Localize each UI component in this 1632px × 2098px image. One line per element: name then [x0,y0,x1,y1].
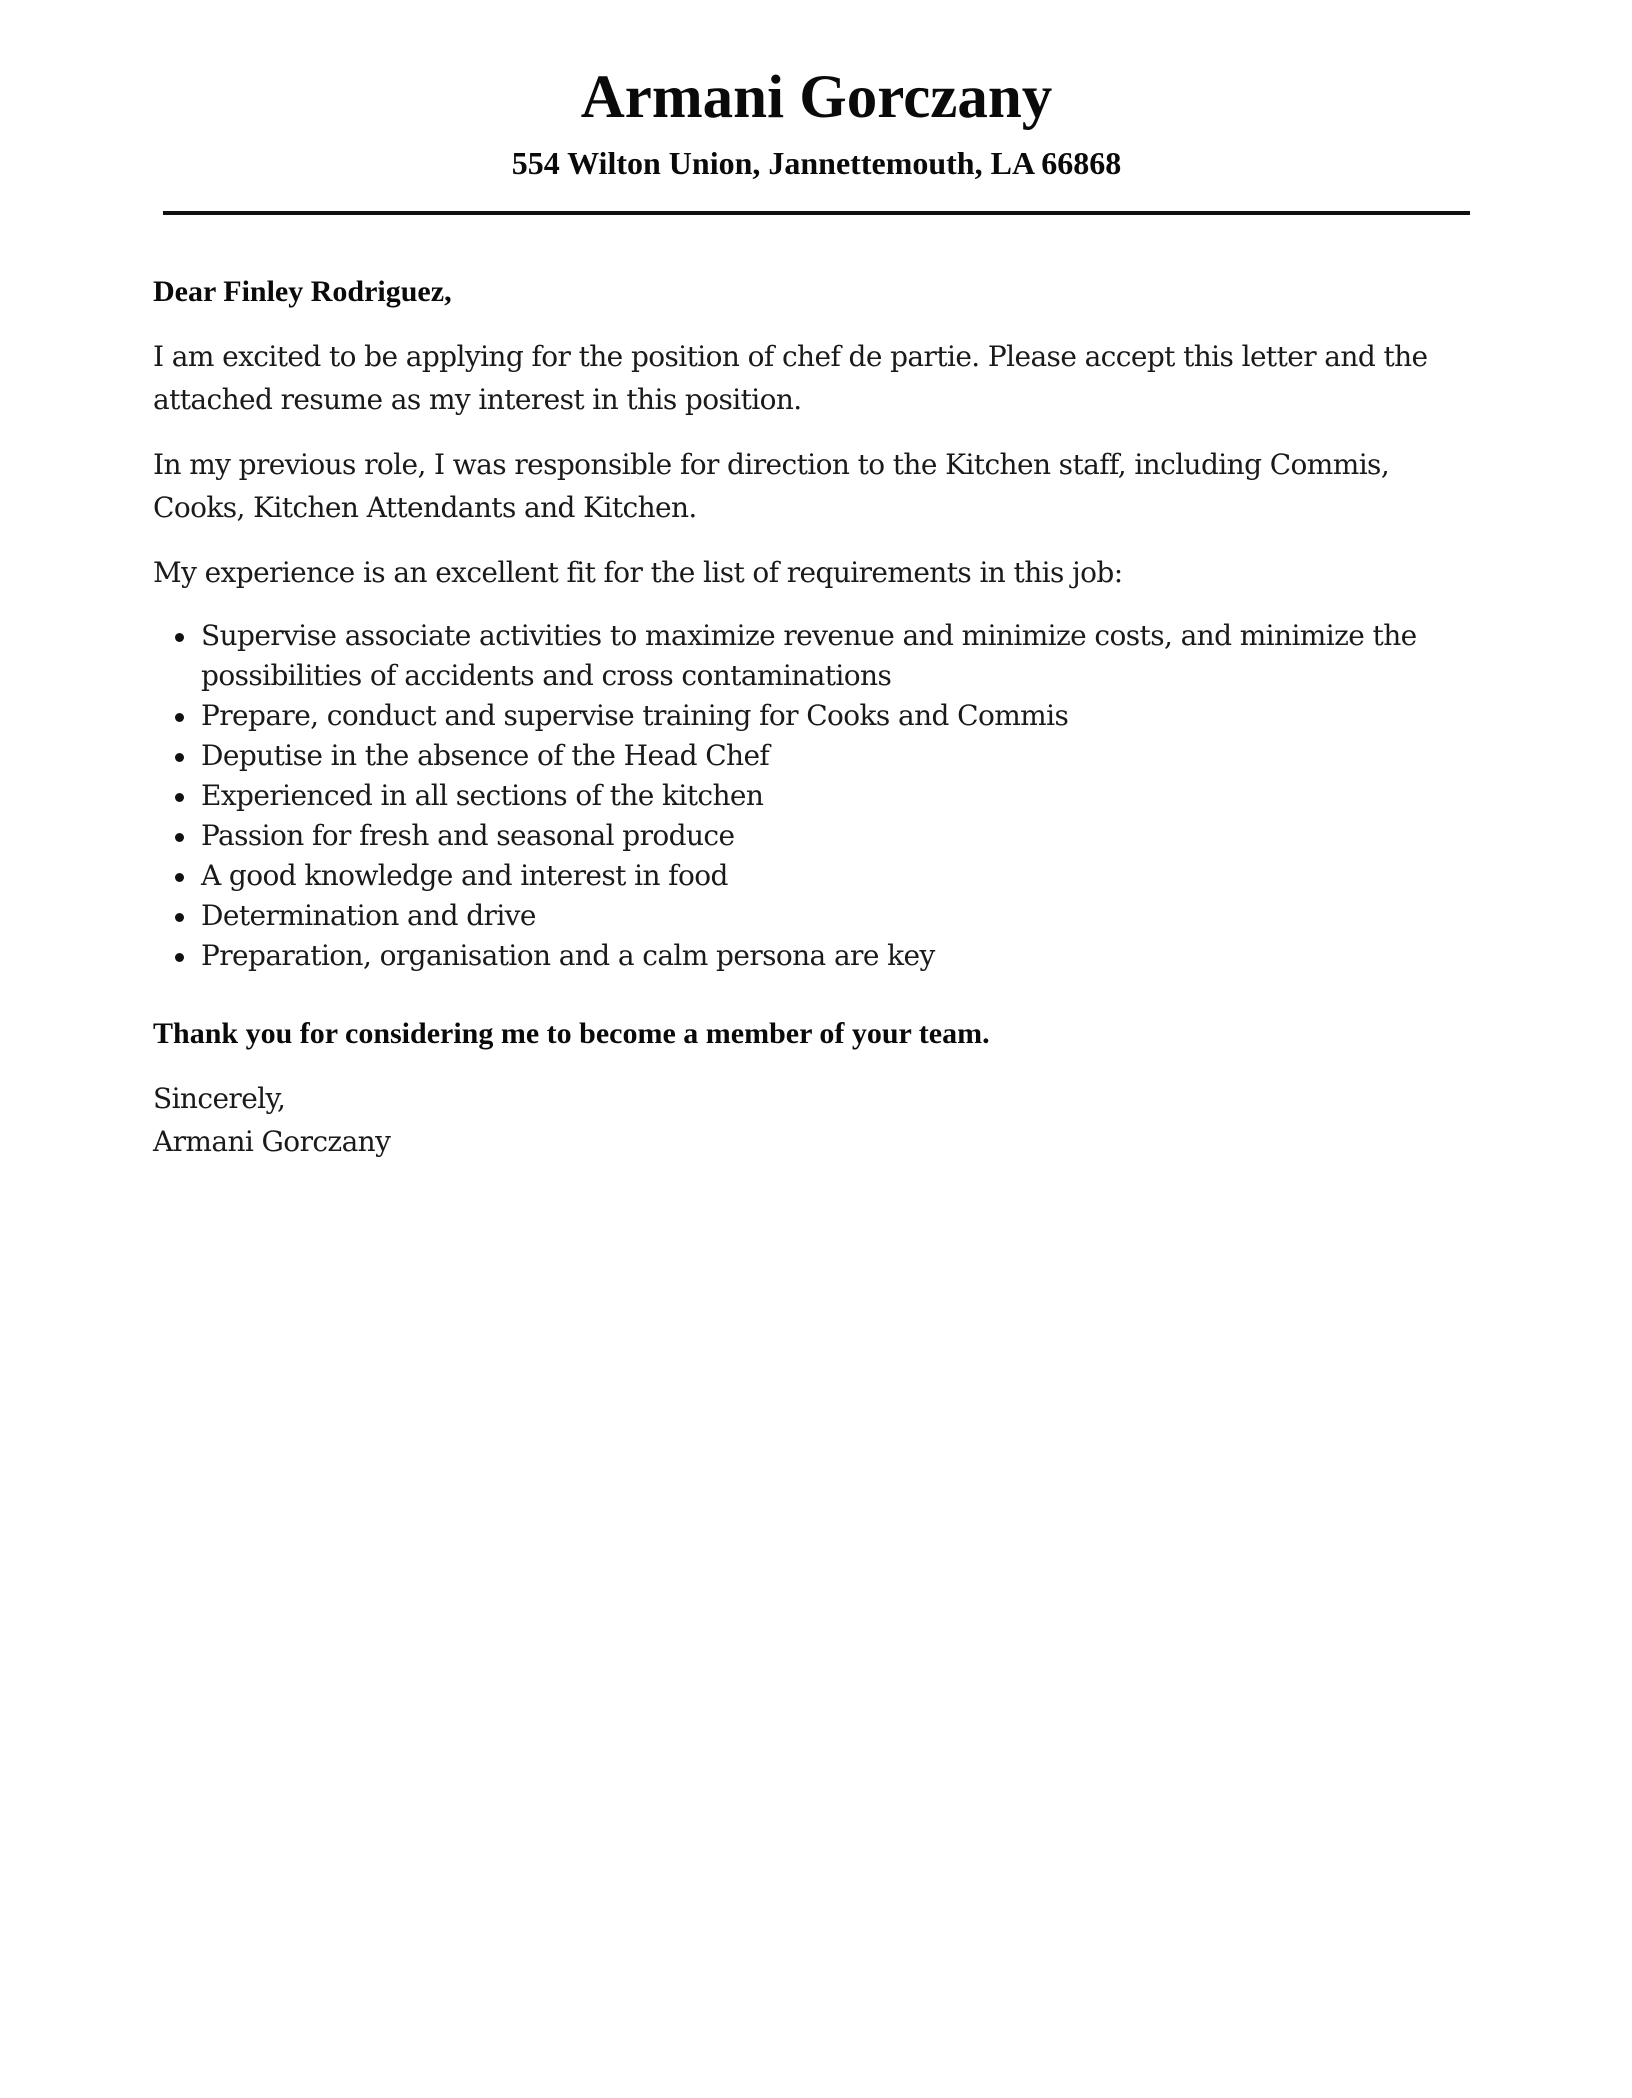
list-item [153,696,1478,736]
list-item-text: Determination and drive [201,899,536,932]
list-item [153,736,1478,776]
list-item-text: Deputise in the absence of the Head Chef [201,739,770,772]
list-item [153,856,1478,896]
bullet-icon [175,713,184,722]
closing-line: Thank you for considering me to become a member of your team. [153,1017,990,1050]
bullet-icon [175,953,184,962]
list-item [153,776,1478,816]
bullet-icon [175,873,184,882]
list-item-text: A good knowledge and interest in food [201,859,728,892]
bullet-icon [175,753,184,762]
requirements-list [153,616,1478,976]
signoff: Sincerely, [153,1082,286,1115]
list-item [153,816,1478,856]
paragraph-intro: I am excited to be applying for the position of chef de partie. Please accept this letter and the attached resume as my interest in this position. [153,340,1428,416]
list-item-text: Experienced in all sections of the kitchen [201,779,764,812]
sender-name: Armani Gorczany [580,64,1053,131]
paragraph-previous-role: In my previous role, I was responsible for direction to the Kitchen staff, including Commis, Cooks, Kitchen Attendants and Kitchen. [153,448,1390,524]
header-divider [163,211,1470,215]
list-item-text: Supervise associate activities to maximize revenue and minimize costs, and minimize the possibilities of accidents and cross contaminations [201,619,1417,692]
list-item [153,616,1478,696]
list-item [153,896,1478,936]
list-item-text: Prepare, conduct and supervise training for Cooks and Commis [201,699,1069,732]
signature-name: Armani Gorczany [153,1125,391,1158]
bullet-icon [175,913,184,922]
letter-body [153,270,1478,1163]
bullet-icon [175,833,184,842]
list-item-text: Passion for fresh and seasonal produce [201,819,735,852]
bullet-icon [175,633,184,642]
sender-address: 554 Wilton Union, Jannettemouth, LA 66868 [511,145,1122,181]
paragraph-requirements-lead: My experience is an excellent fit for the list of requirements in this job: [153,556,1123,589]
salutation: Dear Finley Rodriguez, [153,275,452,308]
letter-header [163,58,1470,181]
list-item-text: Preparation, organisation and a calm persona are key [201,939,935,972]
list-item [153,936,1478,976]
bullet-icon [175,793,184,802]
